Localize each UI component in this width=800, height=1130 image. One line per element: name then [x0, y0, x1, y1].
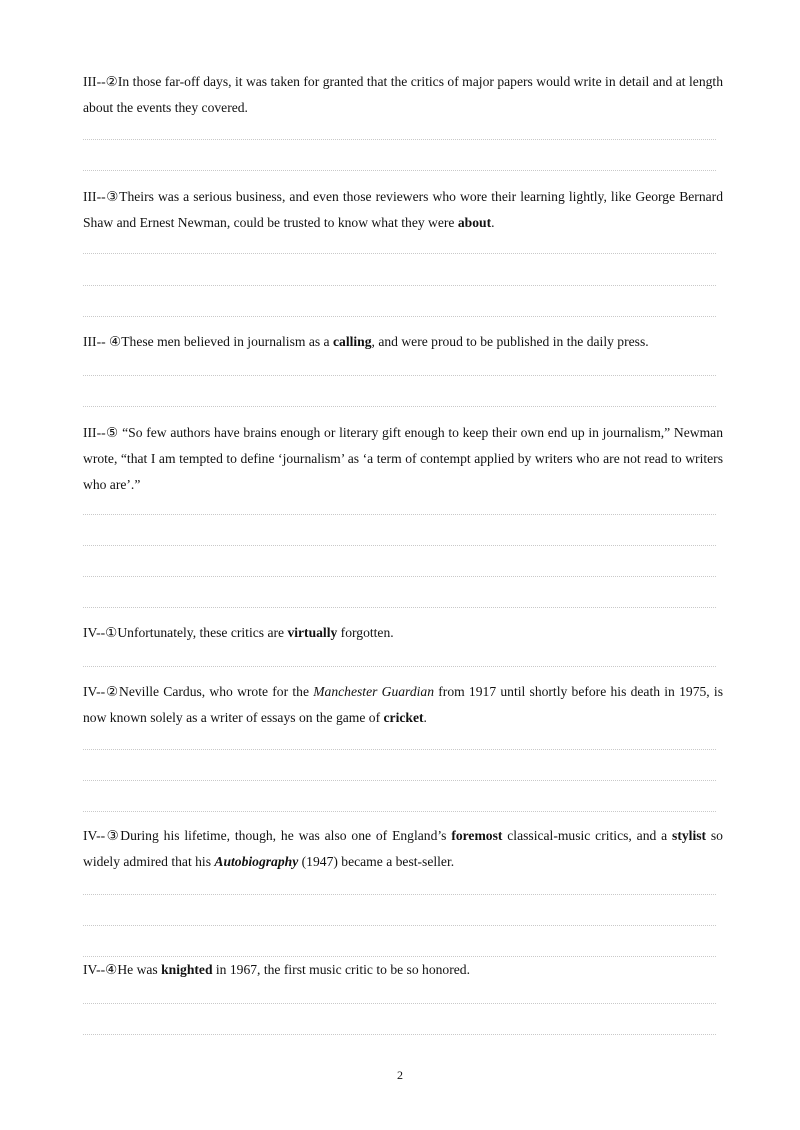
page-number: 2: [397, 1068, 403, 1082]
answer-line: [83, 406, 716, 407]
paragraph-text: [83, 420, 723, 498]
paragraph-iv-1: [83, 620, 723, 646]
paragraph-text: [83, 823, 723, 875]
answer-line: [83, 1003, 716, 1004]
answer-line: [83, 811, 716, 812]
answer-line: [83, 576, 716, 577]
paragraph-iv-3: [83, 823, 723, 875]
paragraph-text: [83, 679, 723, 731]
paragraph-iv-2: [83, 679, 723, 731]
bold-text: stylist: [672, 828, 707, 843]
text-run: , and were proud to be published in the daily press.: [371, 334, 649, 349]
bold-text: calling: [333, 334, 372, 349]
text-run: III--②In those far-off days, it was taken for granted that the critics of major papers would write in detail and at length about the events they covered.: [83, 74, 723, 115]
answer-line: [83, 607, 716, 608]
bold-text: foremost: [451, 828, 503, 843]
answer-line: [83, 1034, 716, 1035]
paragraph-iii-3: [83, 184, 723, 236]
text-run: IV--③During his lifetime, though, he was also one of England’s: [83, 828, 452, 843]
answer-line: [83, 170, 716, 171]
answer-line: [83, 780, 716, 781]
text-run: from 1917 until shortly before his death in 1975, is now known solely as a writer of essays on the game of: [83, 684, 723, 725]
answer-line: [83, 285, 716, 286]
bold-text: cricket: [383, 710, 424, 725]
bold-text: knighted: [161, 962, 213, 977]
text-run: III--③Theirs was a serious business, and even those reviewers who wore their learning lightly, like George Bernard Shaw and Ernest Newman, could be trusted to know what they were: [83, 189, 723, 230]
answer-line: [83, 749, 716, 750]
text-run: IV--④He was: [83, 962, 162, 977]
bold-text: about: [457, 215, 492, 230]
text-run: forgotten.: [337, 625, 394, 640]
italic-text: Manchester Guardian: [313, 684, 435, 699]
text-run: .: [491, 215, 495, 230]
text-run: so widely admired that his: [83, 828, 723, 869]
text-run: IV--①Unfortunately, these critics are: [83, 625, 288, 640]
bold-italic-text: Autobiography: [214, 854, 299, 869]
answer-line: [83, 894, 716, 895]
text-run: classical-music critics, and a: [502, 828, 673, 843]
answer-line: [83, 139, 716, 140]
paragraph-text: [83, 329, 723, 355]
paragraph-text: [83, 69, 723, 121]
text-run: .: [423, 710, 427, 725]
answer-line: [83, 666, 716, 667]
paragraph-iii-2: [83, 69, 723, 121]
paragraph-text: [83, 957, 723, 983]
bold-text: virtually: [287, 625, 338, 640]
paragraph-iii-4: [83, 329, 723, 355]
answer-line: [83, 316, 716, 317]
answer-line: [83, 514, 716, 515]
paragraph-iv-4: [83, 957, 723, 983]
answer-line: [83, 253, 716, 254]
text-run: (1947) became a best-seller.: [298, 854, 455, 869]
paragraph-text: [83, 620, 723, 646]
text-run: III--⑤ “So few authors have brains enough or literary gift enough to keep their own end up in journalism,” Newman wrote, “that I am tempted to define ‘journalism’ as ‘a term of contempt applied by writers who are not read to writers who are’.”: [83, 425, 723, 492]
answer-line: [83, 545, 716, 546]
text-run: III-- ④These men believed in journalism as a: [83, 334, 333, 349]
answer-line: [83, 375, 716, 376]
answer-line: [83, 925, 716, 926]
text-run: in 1967, the first music critic to be so honored.: [212, 962, 470, 977]
paragraph-text: [83, 184, 723, 236]
paragraph-iii-5: [83, 420, 723, 498]
text-run: IV--②Neville Cardus, who wrote for the: [83, 684, 314, 699]
